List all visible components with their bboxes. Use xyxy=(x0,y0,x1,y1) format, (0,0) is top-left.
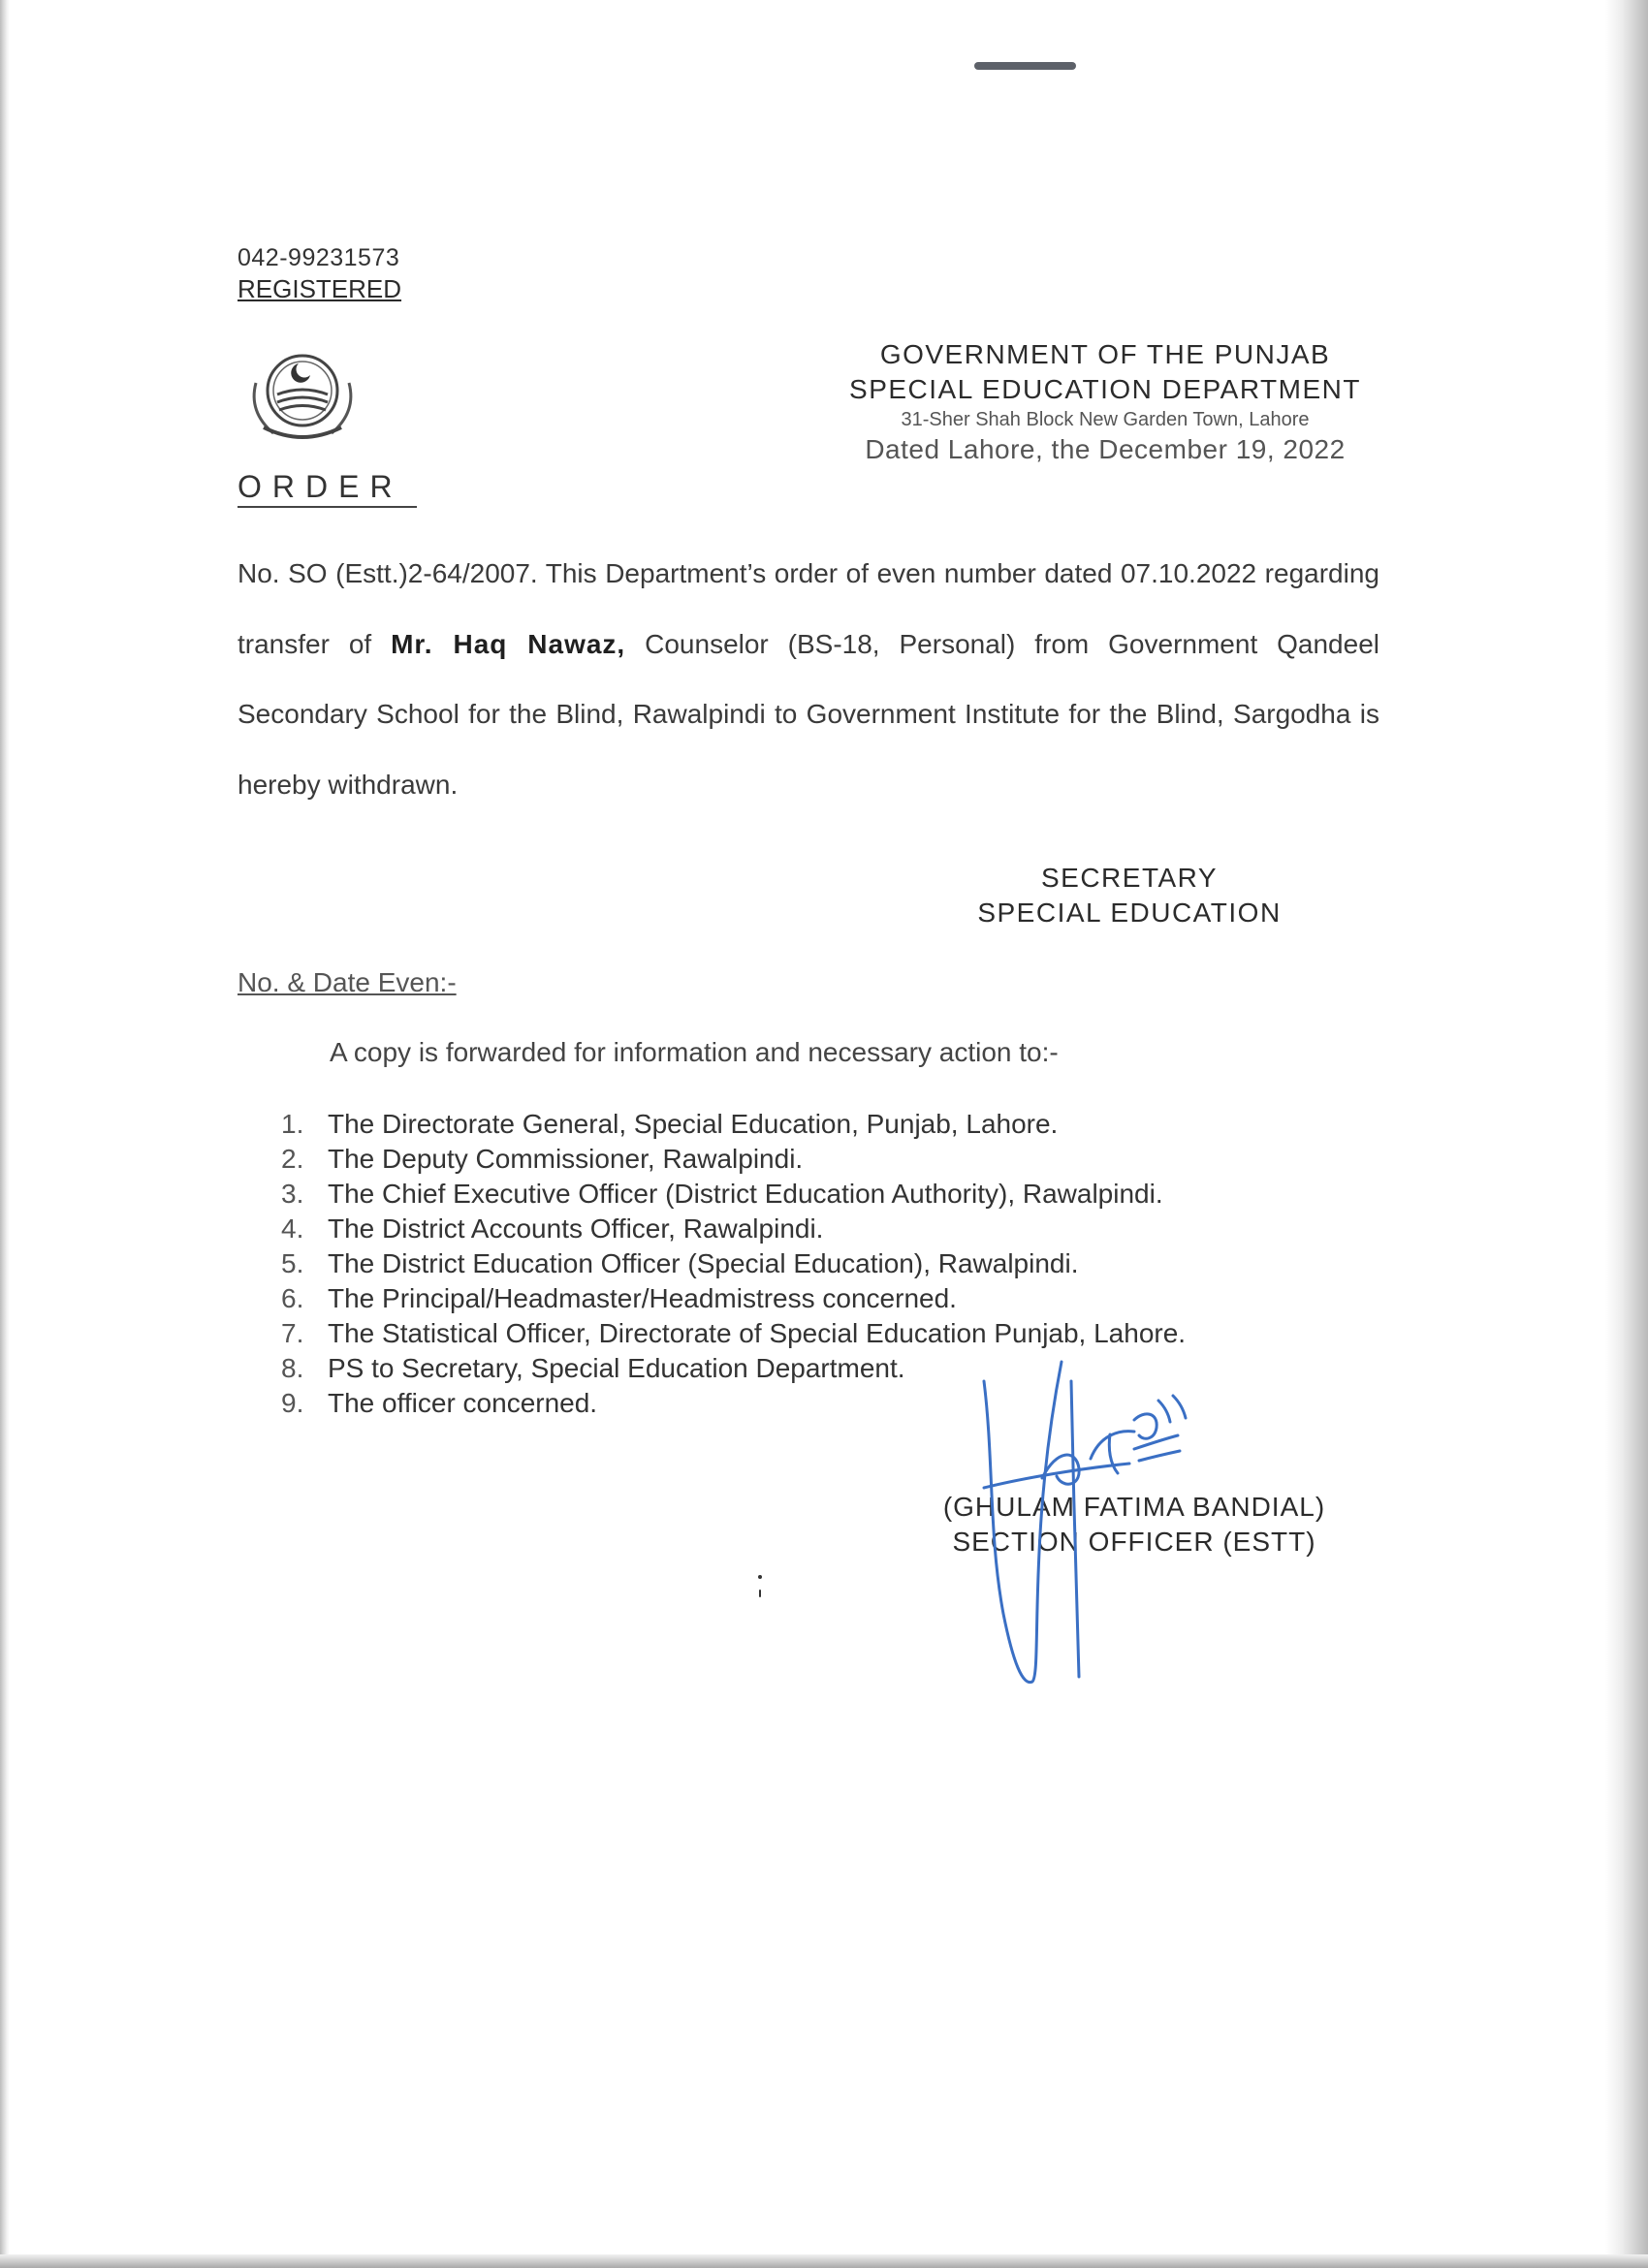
secretary-block xyxy=(921,861,1338,930)
registered-label: REGISTERED xyxy=(238,274,402,303)
secretary-title: SECRETARY xyxy=(1040,863,1219,893)
list-item-number: 4. xyxy=(281,1213,304,1244)
order-body xyxy=(238,539,1379,820)
scan-edge-bottom xyxy=(0,2254,1648,2268)
handwritten-signature-icon xyxy=(965,1342,1236,1691)
list-item-number: 5. xyxy=(281,1248,304,1278)
no-date-even-heading: No. & Date Even:- xyxy=(238,967,457,997)
list-item-text: The Deputy Commissioner, Rawalpindi. xyxy=(328,1144,804,1174)
letterhead-department: SPECIAL EDUCATION DEPARTMENT xyxy=(849,374,1361,404)
signatory-name: (GHULAM FATIMA BANDIAL) xyxy=(942,1492,1326,1522)
list-item xyxy=(281,1142,1186,1177)
list-item xyxy=(281,1177,1186,1212)
list-item-number: 8. xyxy=(281,1353,304,1383)
scan-speck xyxy=(759,1590,761,1597)
list-item-number: 2. xyxy=(281,1144,304,1174)
staple-mark xyxy=(974,62,1076,70)
letterhead-address: 31-Sher Shah Block New Garden Town, Lahore xyxy=(901,409,1310,430)
letterhead-government: GOVERNMENT OF THE PUNJAB xyxy=(879,339,1331,369)
letterhead xyxy=(756,337,1454,467)
list-item-text: The Directorate General, Special Education, Punjab, Lahore. xyxy=(328,1109,1059,1139)
order-body-part1: No. SO (Estt.)2-64/2007. This Department’s order of even number dated 07.10.2022 regarding transfer of xyxy=(238,558,1379,659)
list-item-number: 3. xyxy=(281,1179,304,1209)
scan-speck xyxy=(758,1575,762,1579)
list-item xyxy=(281,1246,1186,1281)
list-item xyxy=(281,1212,1186,1246)
secretary-department: SPECIAL EDUCATION xyxy=(977,898,1282,928)
list-item xyxy=(281,1107,1186,1142)
scan-edge-right xyxy=(1605,0,1648,2268)
list-item-text: The Statistical Officer, Directorate of Special Education Punjab, Lahore. xyxy=(328,1318,1187,1348)
phone-number: 042-99231573 xyxy=(238,244,400,271)
order-title: ORDER xyxy=(238,469,403,504)
scan-edge-left xyxy=(0,0,10,2268)
list-item-text: The officer concerned. xyxy=(328,1388,598,1418)
letterhead-date: Dated Lahore, the December 19, 2022 xyxy=(865,434,1346,464)
list-item-text: The District Education Officer (Special Education), Rawalpindi. xyxy=(328,1248,1079,1278)
list-item-number: 6. xyxy=(281,1283,304,1313)
list-item-number: 1. xyxy=(281,1109,304,1139)
order-underline xyxy=(238,506,417,508)
employee-name: Mr. Haq Nawaz, xyxy=(391,628,626,659)
list-item-text: The Chief Executive Officer (District Education Authority), Rawalpindi. xyxy=(328,1179,1163,1209)
list-item-text: The District Accounts Officer, Rawalpindi. xyxy=(328,1213,824,1244)
list-item-number: 9. xyxy=(281,1388,304,1418)
list-item xyxy=(281,1281,1186,1316)
list-item-text: The Principal/Headmaster/Headmistress concerned. xyxy=(328,1283,957,1313)
punjab-emblem-icon xyxy=(242,344,368,446)
forward-intro: A copy is forwarded for information and necessary action to:- xyxy=(330,1037,1059,1067)
signatory-title: SECTION OFFICER (ESTT) xyxy=(952,1527,1316,1557)
list-item-number: 7. xyxy=(281,1318,304,1348)
order-body-part2: Counselor (BS-18, Personal) from Government Qandeel Secondary School for the Blind, Rawalpindi to Government Institute for the Blind, Sargodha is hereby withdrawn. xyxy=(238,628,1379,800)
list-item-text: PS to Secretary, Special Education Department. xyxy=(328,1353,905,1383)
